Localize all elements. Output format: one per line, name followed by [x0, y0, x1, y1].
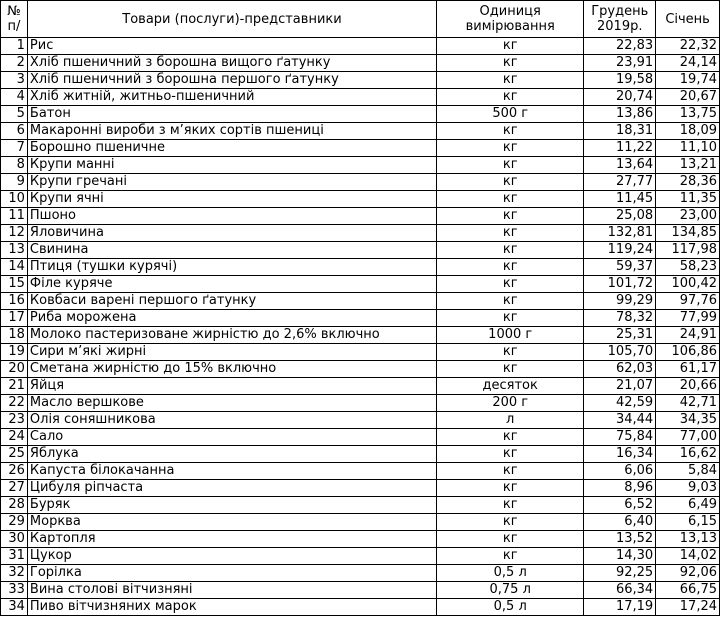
- goods-name: Капуста білокачанна: [27, 463, 436, 480]
- unit-cell: кг: [437, 310, 584, 327]
- row-number: 21: [1, 378, 28, 395]
- unit-cell: кг: [437, 480, 584, 497]
- unit-cell: кг: [437, 293, 584, 310]
- table-row: [1, 310, 720, 327]
- price-january: 92,06: [656, 565, 720, 582]
- price-december: 25,08: [584, 208, 656, 225]
- unit-cell: 1000 г: [437, 327, 584, 344]
- row-number: 20: [1, 361, 28, 378]
- row-number: 29: [1, 514, 28, 531]
- row-number: 33: [1, 582, 28, 599]
- unit-cell: кг: [437, 157, 584, 174]
- table-row: [1, 412, 720, 429]
- price-december: 18,31: [584, 123, 656, 140]
- row-number: 7: [1, 140, 28, 157]
- goods-name: Яловичина: [27, 225, 436, 242]
- table-row: [1, 327, 720, 344]
- price-january: 134,85: [656, 225, 720, 242]
- price-january: 24,91: [656, 327, 720, 344]
- price-december: 20,74: [584, 89, 656, 106]
- goods-name: Батон: [27, 106, 436, 123]
- table-row: [1, 174, 720, 191]
- price-january: 14,02: [656, 548, 720, 565]
- price-january: 18,09: [656, 123, 720, 140]
- row-number: 26: [1, 463, 28, 480]
- price-january: 106,86: [656, 344, 720, 361]
- price-january: 58,23: [656, 259, 720, 276]
- price-december: 19,58: [584, 72, 656, 89]
- price-december: 11,22: [584, 140, 656, 157]
- goods-name: Пшоно: [27, 208, 436, 225]
- row-number: 11: [1, 208, 28, 225]
- unit-cell: кг: [437, 276, 584, 293]
- goods-name: Ковбаси варені першого ґатунку: [27, 293, 436, 310]
- price-january: 11,10: [656, 140, 720, 157]
- table-row: [1, 344, 720, 361]
- table-row: [1, 38, 720, 55]
- row-number: 6: [1, 123, 28, 140]
- price-january: 13,75: [656, 106, 720, 123]
- header-january: Січень: [656, 1, 720, 38]
- unit-cell: кг: [437, 531, 584, 548]
- header-december: Грудень 2019р.: [584, 1, 656, 38]
- price-december: 16,34: [584, 446, 656, 463]
- price-december: 6,52: [584, 497, 656, 514]
- price-december: 11,45: [584, 191, 656, 208]
- price-december: 62,03: [584, 361, 656, 378]
- row-number: 22: [1, 395, 28, 412]
- price-december: 66,34: [584, 582, 656, 599]
- unit-cell: кг: [437, 89, 584, 106]
- table-row: [1, 140, 720, 157]
- price-january: 16,62: [656, 446, 720, 463]
- row-number: 25: [1, 446, 28, 463]
- unit-cell: кг: [437, 123, 584, 140]
- price-january: 13,21: [656, 157, 720, 174]
- price-january: 13,13: [656, 531, 720, 548]
- goods-name: Хліб пшеничний з борошна вищого ґатунку: [27, 55, 436, 72]
- price-december: 42,59: [584, 395, 656, 412]
- price-january: 5,84: [656, 463, 720, 480]
- row-number: 3: [1, 72, 28, 89]
- goods-name: Птиця (тушки курячі): [27, 259, 436, 276]
- goods-name: Сметана жирністю до 15% включно: [27, 361, 436, 378]
- row-number: 17: [1, 310, 28, 327]
- table-row: [1, 599, 720, 616]
- price-december: 13,64: [584, 157, 656, 174]
- goods-name: Крупи манні: [27, 157, 436, 174]
- price-january: 20,66: [656, 378, 720, 395]
- row-number: 27: [1, 480, 28, 497]
- row-number: 5: [1, 106, 28, 123]
- goods-name: Картопля: [27, 531, 436, 548]
- table-row: [1, 276, 720, 293]
- price-december: 101,72: [584, 276, 656, 293]
- unit-cell: 0,5 л: [437, 599, 584, 616]
- price-december: 119,24: [584, 242, 656, 259]
- unit-cell: кг: [437, 55, 584, 72]
- goods-name: Сало: [27, 429, 436, 446]
- table-row: [1, 157, 720, 174]
- price-december: 13,86: [584, 106, 656, 123]
- goods-name: Цибуля ріпчаста: [27, 480, 436, 497]
- unit-cell: кг: [437, 361, 584, 378]
- table-row: [1, 463, 720, 480]
- price-january: 66,75: [656, 582, 720, 599]
- price-december: 8,96: [584, 480, 656, 497]
- goods-name: Буряк: [27, 497, 436, 514]
- price-december: 34,44: [584, 412, 656, 429]
- price-january: 24,14: [656, 55, 720, 72]
- unit-cell: кг: [437, 191, 584, 208]
- price-december: 75,84: [584, 429, 656, 446]
- goods-name: Морква: [27, 514, 436, 531]
- goods-name: Сири м’які жирні: [27, 344, 436, 361]
- goods-name: Хліб житній, житньо-пшеничний: [27, 89, 436, 106]
- unit-cell: кг: [437, 446, 584, 463]
- price-december: 23,91: [584, 55, 656, 72]
- table-row: [1, 225, 720, 242]
- header-number: № п/: [1, 1, 28, 38]
- price-january: 117,98: [656, 242, 720, 259]
- table-row: [1, 242, 720, 259]
- price-january: 6,49: [656, 497, 720, 514]
- table-row: [1, 123, 720, 140]
- price-january: 100,42: [656, 276, 720, 293]
- row-number: 13: [1, 242, 28, 259]
- price-january: 23,00: [656, 208, 720, 225]
- price-december: 27,77: [584, 174, 656, 191]
- goods-name: Масло вершкове: [27, 395, 436, 412]
- table-row: [1, 55, 720, 72]
- table-row: [1, 361, 720, 378]
- table-row: [1, 395, 720, 412]
- unit-cell: 0,75 л: [437, 582, 584, 599]
- unit-cell: десяток: [437, 378, 584, 395]
- unit-cell: кг: [437, 242, 584, 259]
- price-december: 92,25: [584, 565, 656, 582]
- row-number: 16: [1, 293, 28, 310]
- table-row: [1, 531, 720, 548]
- unit-cell: кг: [437, 38, 584, 55]
- row-number: 28: [1, 497, 28, 514]
- unit-cell: кг: [437, 140, 584, 157]
- table-row: [1, 89, 720, 106]
- table-row: [1, 514, 720, 531]
- unit-cell: кг: [437, 514, 584, 531]
- price-january: 11,35: [656, 191, 720, 208]
- table-row: [1, 293, 720, 310]
- row-number: 31: [1, 548, 28, 565]
- goods-name: Яблука: [27, 446, 436, 463]
- table-row: [1, 429, 720, 446]
- goods-name: Риба морожена: [27, 310, 436, 327]
- price-january: 77,99: [656, 310, 720, 327]
- table-row: [1, 582, 720, 599]
- goods-name: Горілка: [27, 565, 436, 582]
- row-number: 14: [1, 259, 28, 276]
- price-december: 78,32: [584, 310, 656, 327]
- price-december: 6,40: [584, 514, 656, 531]
- goods-name: Філе куряче: [27, 276, 436, 293]
- header-unit: Одиниця вимірювання: [437, 1, 584, 38]
- price-january: 6,15: [656, 514, 720, 531]
- table-row: [1, 480, 720, 497]
- price-december: 13,52: [584, 531, 656, 548]
- goods-name: Макаронні вироби з м’яких сортів пшениці: [27, 123, 436, 140]
- row-number: 12: [1, 225, 28, 242]
- row-number: 2: [1, 55, 28, 72]
- table-row: [1, 565, 720, 582]
- price-january: 9,03: [656, 480, 720, 497]
- row-number: 34: [1, 599, 28, 616]
- unit-cell: кг: [437, 344, 584, 361]
- table-row: [1, 191, 720, 208]
- unit-cell: кг: [437, 259, 584, 276]
- goods-name: Молоко пастеризоване жирністю до 2,6% включно: [27, 327, 436, 344]
- row-number: 23: [1, 412, 28, 429]
- goods-name: Пиво вітчизняних марок: [27, 599, 436, 616]
- table-row: [1, 208, 720, 225]
- price-january: 20,67: [656, 89, 720, 106]
- table-row: [1, 446, 720, 463]
- price-january: 19,74: [656, 72, 720, 89]
- goods-name: Вина столові вітчизняні: [27, 582, 436, 599]
- unit-cell: л: [437, 412, 584, 429]
- price-december: 132,81: [584, 225, 656, 242]
- table-row: [1, 378, 720, 395]
- goods-name: Крупи гречані: [27, 174, 436, 191]
- price-december: 22,83: [584, 38, 656, 55]
- goods-name: Свинина: [27, 242, 436, 259]
- price-december: 25,31: [584, 327, 656, 344]
- table-row: [1, 259, 720, 276]
- unit-cell: кг: [437, 463, 584, 480]
- price-january: 97,76: [656, 293, 720, 310]
- goods-name: Крупи ячні: [27, 191, 436, 208]
- price-december: 17,19: [584, 599, 656, 616]
- row-number: 19: [1, 344, 28, 361]
- row-number: 8: [1, 157, 28, 174]
- unit-cell: 200 г: [437, 395, 584, 412]
- row-number: 10: [1, 191, 28, 208]
- goods-name: Яйця: [27, 378, 436, 395]
- row-number: 15: [1, 276, 28, 293]
- price-december: 105,70: [584, 344, 656, 361]
- goods-name: Цукор: [27, 548, 436, 565]
- row-number: 1: [1, 38, 28, 55]
- row-number: 30: [1, 531, 28, 548]
- price-january: 61,17: [656, 361, 720, 378]
- unit-cell: 500 г: [437, 106, 584, 123]
- price-january: 17,24: [656, 599, 720, 616]
- row-number: 32: [1, 565, 28, 582]
- price-january: 34,35: [656, 412, 720, 429]
- price-december: 21,07: [584, 378, 656, 395]
- goods-name: Хліб пшеничний з борошна першого ґатунку: [27, 72, 436, 89]
- header-row: [1, 1, 720, 38]
- unit-cell: кг: [437, 497, 584, 514]
- table-row: [1, 548, 720, 565]
- goods-name: Олія соняшникова: [27, 412, 436, 429]
- row-number: 9: [1, 174, 28, 191]
- price-december: 99,29: [584, 293, 656, 310]
- unit-cell: кг: [437, 548, 584, 565]
- row-number: 4: [1, 89, 28, 106]
- price-december: 14,30: [584, 548, 656, 565]
- row-number: 24: [1, 429, 28, 446]
- price-january: 77,00: [656, 429, 720, 446]
- price-january: 22,32: [656, 38, 720, 55]
- unit-cell: кг: [437, 225, 584, 242]
- goods-name: Рис: [27, 38, 436, 55]
- unit-cell: кг: [437, 174, 584, 191]
- unit-cell: кг: [437, 429, 584, 446]
- table-row: [1, 106, 720, 123]
- unit-cell: кг: [437, 72, 584, 89]
- unit-cell: 0,5 л: [437, 565, 584, 582]
- table-row: [1, 497, 720, 514]
- goods-name: Борошно пшеничне: [27, 140, 436, 157]
- header-goods: Товари (послуги)-представники: [27, 1, 436, 38]
- price-january: 42,71: [656, 395, 720, 412]
- row-number: 18: [1, 327, 28, 344]
- table-row: [1, 72, 720, 89]
- price-january: 28,36: [656, 174, 720, 191]
- unit-cell: кг: [437, 208, 584, 225]
- price-december: 59,37: [584, 259, 656, 276]
- price-december: 6,06: [584, 463, 656, 480]
